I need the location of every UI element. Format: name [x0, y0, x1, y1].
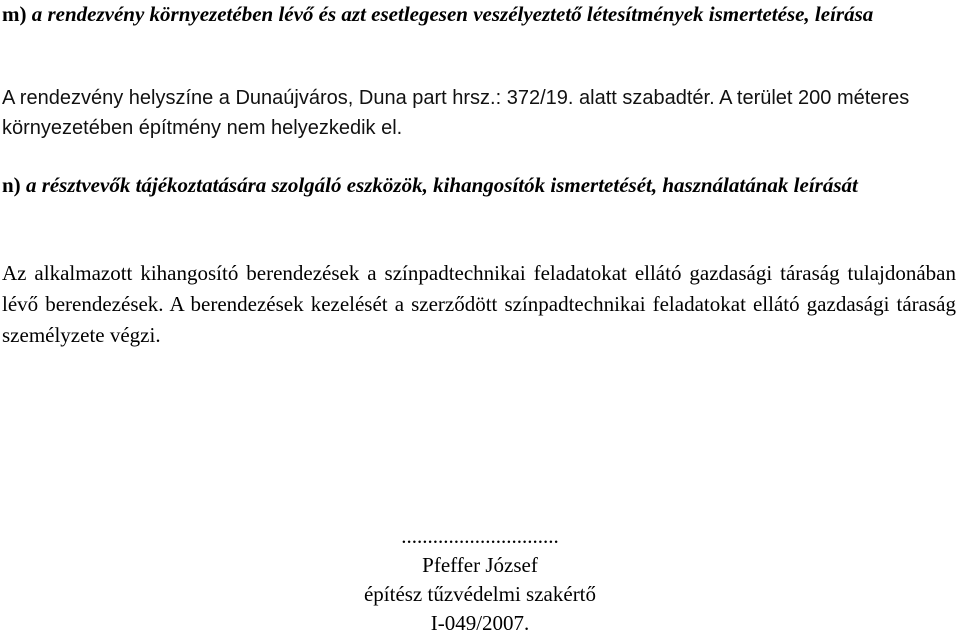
- section-n-label: n): [2, 173, 21, 197]
- section-n-heading-text: a résztvevők tájékoztatására szolgáló eszközök, kihangosítók ismertetését, használatának leírását: [25, 173, 858, 197]
- section-n-heading: [2, 171, 958, 200]
- section-m-label: m): [2, 2, 27, 26]
- signature-block: [280, 522, 680, 638]
- section-m-body: A rendezvény helyszíne a Dunaújváros, Duna part hrsz.: 372/19. alatt szabadtér. A terület 200 méteres környezetében építmény nem helyezkedik el.: [2, 87, 910, 139]
- signer-name: Pfeffer József: [422, 553, 538, 577]
- section-m-heading-text: a rendezvény környezetében lévő és azt esetlegesen veszélyeztető létesítmények ismertetése, leírása: [31, 2, 874, 26]
- signer-title: építész tűzvédelmi szakértő: [363, 582, 597, 606]
- section-m-heading: [2, 0, 958, 29]
- signer-license: I-049/2007.: [430, 611, 530, 635]
- section-n-body: Az alkalmazott kihangosító berendezések a színpadtechnikai feladatokat ellátó gazdasági táraság tulajdonában lévő berendezések. A berendezések kezelését a szerződött színpadtechnikai feladatokat ellátó gazdasági táraság személyzete végzi.: [2, 261, 956, 347]
- signature-line: ..............................: [401, 524, 559, 548]
